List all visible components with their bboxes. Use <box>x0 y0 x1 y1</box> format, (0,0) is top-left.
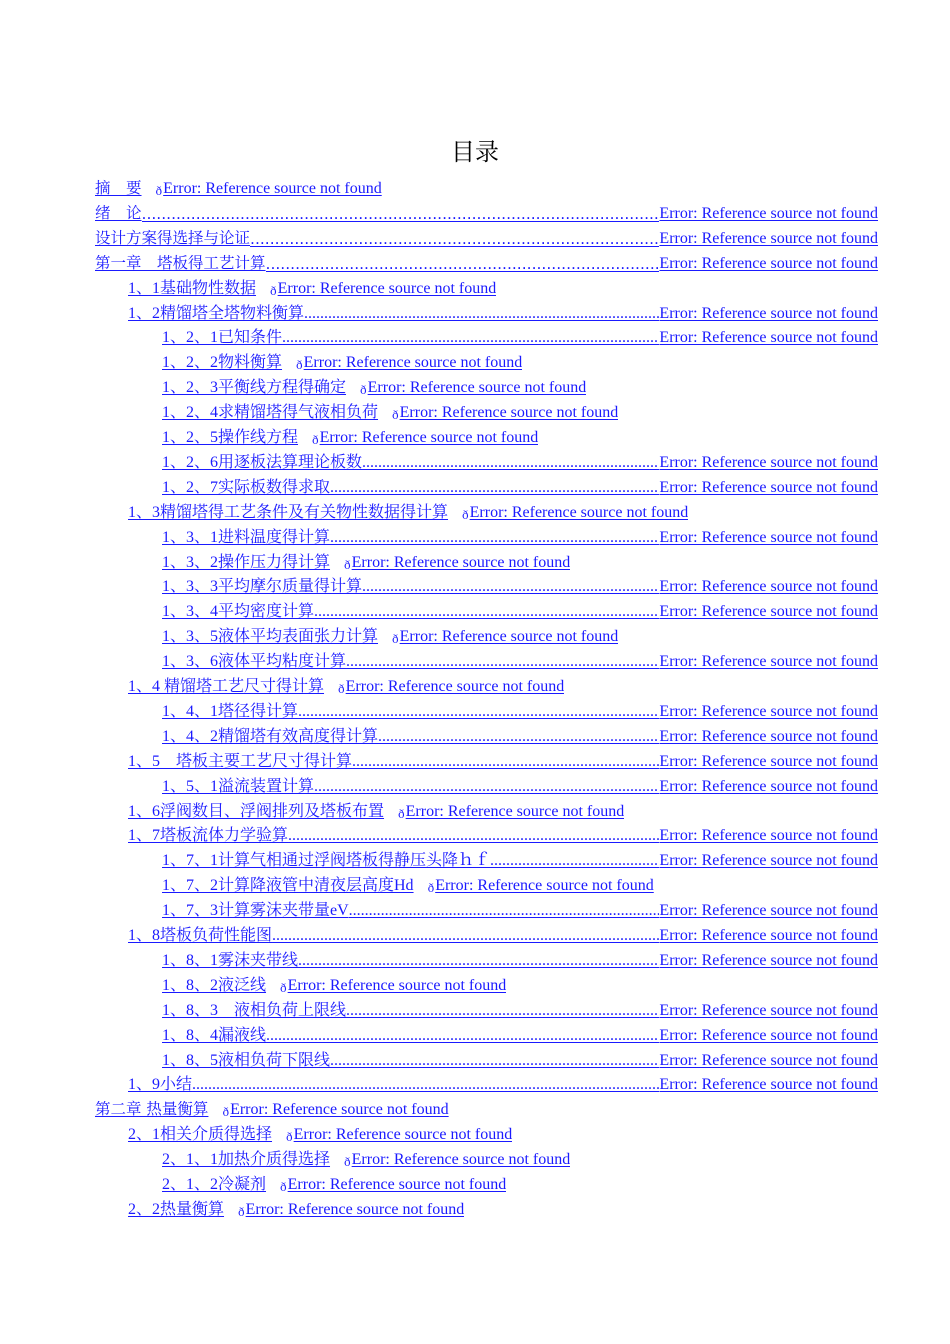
toc-entry[interactable] <box>95 201 878 223</box>
toc-entry-label[interactable]: 1、2、1已知条件 <box>162 329 283 347</box>
toc-page-reference[interactable]: Error: Reference source not found <box>303 354 523 372</box>
toc-entry-label[interactable]: 1、8塔板负荷性能图 <box>128 927 273 944</box>
dot-leader <box>298 952 659 970</box>
toc-entry-label[interactable]: 1、6浮阀数目、浮阀排列及塔板布置 <box>128 802 385 820</box>
toc-entry[interactable] <box>128 1072 878 1094</box>
dot-leader <box>192 1076 659 1094</box>
toc-page-reference[interactable]: Error: Reference source not found <box>287 976 507 994</box>
dot-leader <box>330 479 659 497</box>
field-mark-icon: ð <box>280 981 287 995</box>
dot-leader <box>314 603 659 621</box>
toc-entry-label[interactable]: 1、7塔板流体力学验算 <box>128 827 289 845</box>
toc-entry-label[interactable]: 2、1、2冷凝剂 <box>162 1176 267 1193</box>
field-mark-icon: ð <box>462 508 469 522</box>
toc-entry-label[interactable]: 1、7、1计算气相通过浮阀塔板得静压头降ｈｆ <box>162 852 491 870</box>
toc-page-reference[interactable]: Error: Reference source not found <box>659 752 878 770</box>
toc-page-reference[interactable]: Error: Reference source not found <box>659 702 878 720</box>
toc-page-reference[interactable]: Error: Reference source not found <box>659 827 878 845</box>
toc-page-reference[interactable]: Error: Reference source not found <box>659 951 878 969</box>
toc-page-reference[interactable]: Error: Reference source not found <box>319 429 539 446</box>
toc-entry-label[interactable]: 1、9小结 <box>128 1076 193 1094</box>
toc-entry[interactable] <box>162 948 878 970</box>
toc-page-reference[interactable]: Error: Reference source not found <box>659 927 878 944</box>
field-mark-icon: ð <box>270 284 277 298</box>
toc-entry[interactable] <box>162 1023 878 1045</box>
toc-page-reference[interactable]: Error: Reference source not found <box>659 1076 878 1094</box>
toc-page-reference[interactable]: Error: Reference source not found <box>469 503 689 521</box>
toc-entry-label[interactable]: 2、1相关介质得选择 <box>128 1126 273 1144</box>
toc-page-reference[interactable]: Error: Reference source not found <box>405 802 625 820</box>
toc-entry-label[interactable]: 摘 要 <box>95 179 142 197</box>
dot-leader <box>346 653 659 671</box>
toc-page-reference[interactable]: Error: Reference source not found <box>659 1001 878 1019</box>
toc-entry-label[interactable]: 1、2精馏塔全塔物料衡算 <box>128 304 305 322</box>
dot-leader <box>352 753 659 771</box>
toc-entry-label[interactable]: 1、8、5液相负荷下限线 <box>162 1051 331 1069</box>
toc-entry-label[interactable]: 1、5、1溢流装置计算 <box>162 777 315 795</box>
toc-page-reference[interactable]: Error: Reference source not found <box>659 254 878 272</box>
toc-entry[interactable] <box>162 325 878 347</box>
toc-entry-label[interactable]: 绪 论 <box>95 203 142 222</box>
toc-page-reference[interactable]: Error: Reference source not found <box>659 304 878 322</box>
toc-page-reference[interactable]: Error: Reference source not found <box>659 229 878 247</box>
toc-entry-label[interactable]: 1、4 精馏塔工艺尺寸得计算 <box>128 678 325 695</box>
dot-leader <box>304 305 659 323</box>
dot-leader <box>288 827 659 845</box>
toc-entry-label[interactable]: 1、2、3平衡线方程得确定 <box>162 379 347 397</box>
toc-entry[interactable] <box>128 1197 464 1219</box>
toc-entry-label[interactable]: 1、1基础物性数据 <box>128 279 257 297</box>
field-mark-icon: ð <box>392 633 399 647</box>
toc-page-reference[interactable]: Error: Reference source not found <box>351 553 571 571</box>
toc-entry[interactable] <box>95 176 382 198</box>
toc-entry-label[interactable]: 1、3、6液体平均粘度计算 <box>162 653 347 671</box>
toc-entry-label[interactable]: 1、2、4求精馏塔得气液相负荷 <box>162 404 379 422</box>
toc-page-reference[interactable]: Error: Reference source not found <box>367 379 587 397</box>
dot-leader <box>330 529 659 547</box>
toc-entry[interactable] <box>95 1097 449 1119</box>
dot-leader <box>250 230 659 248</box>
dot-leader <box>314 778 659 796</box>
toc-entry-label[interactable]: 1、7、3计算雾沫夹带量eV <box>162 902 349 920</box>
toc-entry[interactable] <box>162 624 618 646</box>
toc-entry[interactable] <box>162 898 878 920</box>
toc-page-reference[interactable]: Error: Reference source not found <box>659 1051 878 1069</box>
toc-page-reference[interactable]: Error: Reference source not found <box>659 329 878 347</box>
toc-entry[interactable] <box>162 1048 878 1070</box>
field-mark-icon: ð <box>344 1156 351 1170</box>
toc-page-reference[interactable]: Error: Reference source not found <box>659 902 878 920</box>
dot-leader <box>490 852 659 870</box>
toc-entry-label[interactable]: 1、3、1进料温度得计算 <box>162 528 331 546</box>
toc-entry[interactable] <box>95 251 878 273</box>
dot-leader <box>362 578 659 596</box>
toc-page-reference[interactable]: Error: Reference source not found <box>435 877 654 895</box>
dot-leader <box>272 927 659 945</box>
dot-leader <box>142 205 660 223</box>
toc-entry-label[interactable]: 设计方案得选择与论证 <box>95 228 251 247</box>
toc-entry[interactable] <box>162 1172 506 1194</box>
toc-entry[interactable] <box>162 848 878 870</box>
toc-entry[interactable] <box>162 973 506 995</box>
toc-entry[interactable] <box>162 450 878 472</box>
toc-entry-label[interactable]: 第二章 热量衡算 <box>95 1100 209 1119</box>
toc-entry[interactable] <box>128 301 878 323</box>
toc-page-reference[interactable]: Error: Reference source not found <box>659 204 878 222</box>
toc-entry-label[interactable]: 1、8、2液泛线 <box>162 976 267 994</box>
toc-entry[interactable] <box>162 873 654 895</box>
field-mark-icon: ð <box>392 409 399 423</box>
toc-entry-label[interactable]: 1、2、6用逐板法算理论板数 <box>162 453 363 471</box>
field-mark-icon: ð <box>238 1205 245 1219</box>
toc-entry[interactable] <box>162 350 522 372</box>
toc-entry[interactable] <box>128 1122 512 1144</box>
dot-leader <box>362 454 659 472</box>
toc-entry[interactable] <box>128 823 878 845</box>
dot-leader <box>349 902 660 920</box>
toc-entry-label[interactable]: 1、8、3 液相负荷上限线 <box>162 1001 347 1019</box>
dot-leader <box>378 728 659 746</box>
toc-page-reference[interactable]: Error: Reference source not found <box>659 578 878 596</box>
toc-entry[interactable] <box>128 799 624 821</box>
toc-page-reference[interactable]: Error: Reference source not found <box>659 478 878 496</box>
toc-page-reference[interactable]: Error: Reference source not found <box>287 1176 507 1193</box>
toc-page-reference[interactable]: Error: Reference source not found <box>345 678 565 695</box>
toc-entry-label[interactable]: 1、3精馏塔得工艺条件及有关物性数据得计算 <box>128 503 449 521</box>
toc-entry-label[interactable]: 1、8、1雾沫夹带线 <box>162 951 299 969</box>
toc-page-reference[interactable]: Error: Reference source not found <box>659 1026 878 1044</box>
toc-entry-label[interactable]: 2、1、1加热介质得选择 <box>162 1151 331 1169</box>
toc-page-reference[interactable]: Error: Reference source not found <box>659 528 878 546</box>
toc-entry[interactable] <box>128 923 878 945</box>
toc-entry[interactable] <box>162 724 878 746</box>
toc-entry-label[interactable]: 1、3、5液体平均表面张力计算 <box>162 628 379 646</box>
toc-entry-label[interactable]: 1、3、4平均密度计算 <box>162 603 315 621</box>
page-title: 目录 <box>451 138 499 166</box>
field-mark-icon: ð <box>427 882 435 896</box>
field-mark-icon: ð <box>286 1131 293 1145</box>
toc-entry[interactable] <box>162 699 878 721</box>
toc-entry[interactable] <box>128 276 496 298</box>
toc-page-reference[interactable]: Error: Reference source not found <box>230 1101 449 1119</box>
dot-leader <box>266 255 660 273</box>
toc-entry[interactable] <box>128 674 564 696</box>
toc-entry[interactable] <box>162 649 878 671</box>
toc-entry-label[interactable]: 1、7、2计算降液管中清夜层高度Hd <box>162 877 414 895</box>
toc-entry-label[interactable]: 2、2热量衡算 <box>128 1200 225 1218</box>
toc-entry-label[interactable]: 1、3、3平均摩尔质量得计算 <box>162 578 363 596</box>
toc-entry-label[interactable]: 1、4、1塔径得计算 <box>162 702 299 720</box>
dot-leader <box>298 703 659 721</box>
toc-page-reference[interactable]: Error: Reference source not found <box>659 727 878 745</box>
toc-entry-label[interactable]: 1、2、2物料衡算 <box>162 354 283 372</box>
dot-leader <box>330 1052 659 1070</box>
toc-page-reference[interactable]: Error: Reference source not found <box>293 1126 513 1144</box>
field-mark-icon: ð <box>398 807 405 821</box>
field-mark-icon: ð <box>222 1106 230 1120</box>
toc-entry[interactable] <box>162 375 586 397</box>
toc-entry-label[interactable]: 1、4、2精馏塔有效高度得计算 <box>162 727 379 745</box>
toc-entry[interactable] <box>162 574 878 596</box>
toc-entry-label[interactable]: 1、2、7实际板数得求取 <box>162 478 331 496</box>
toc-entry-label[interactable]: 1、3、2操作压力得计算 <box>162 553 331 571</box>
toc-entry[interactable] <box>95 226 878 248</box>
toc-page-reference[interactable]: Error: Reference source not found <box>399 628 619 646</box>
toc-entry[interactable] <box>162 774 878 796</box>
toc-page-reference[interactable]: Error: Reference source not found <box>351 1151 571 1169</box>
toc-page-reference[interactable]: Error: Reference source not found <box>399 404 619 422</box>
toc-entry[interactable] <box>162 550 570 572</box>
toc-entry[interactable] <box>128 500 688 522</box>
toc-page-reference[interactable]: Error: Reference source not found <box>659 603 878 621</box>
field-mark-icon: ð <box>296 359 303 373</box>
field-mark-icon: ð <box>155 185 163 198</box>
field-mark-icon: ð <box>312 434 319 447</box>
dot-leader <box>266 1027 659 1045</box>
toc-entry[interactable] <box>162 1147 570 1169</box>
toc-entry[interactable] <box>162 475 878 497</box>
toc-entry[interactable] <box>162 599 878 621</box>
field-mark-icon: ð <box>338 683 345 696</box>
toc-page-reference[interactable]: Error: Reference source not found <box>659 777 878 795</box>
toc-entry[interactable] <box>162 525 878 547</box>
toc-page-reference[interactable]: Error: Reference source not found <box>659 453 878 471</box>
toc-entry-label[interactable]: 第一章 塔板得工艺计算 <box>95 253 266 272</box>
toc-page-reference[interactable]: Error: Reference source not found <box>659 653 878 671</box>
toc-page-reference[interactable]: Error: Reference source not found <box>659 852 878 870</box>
toc-entry[interactable] <box>128 749 878 771</box>
toc-entry[interactable] <box>162 998 878 1020</box>
field-mark-icon: ð <box>360 384 367 398</box>
toc-entry-label[interactable]: 1、5 塔板主要工艺尺寸得计算 <box>128 752 353 770</box>
field-mark-icon: ð <box>280 1181 287 1194</box>
toc-page-reference[interactable]: Error: Reference source not found <box>277 279 497 297</box>
field-mark-icon: ð <box>344 558 351 572</box>
toc-page-reference[interactable]: Error: Reference source not found <box>245 1200 465 1218</box>
dot-leader <box>282 329 659 347</box>
toc-entry-label[interactable]: 1、8、4漏液线 <box>162 1026 267 1044</box>
toc-entry-label[interactable]: 1、2、5操作线方程 <box>162 429 299 446</box>
toc-page-reference[interactable]: Error: Reference source not found <box>163 180 382 197</box>
toc-entry[interactable] <box>162 425 538 447</box>
toc-entry[interactable] <box>162 400 618 422</box>
dot-leader <box>346 1002 659 1020</box>
